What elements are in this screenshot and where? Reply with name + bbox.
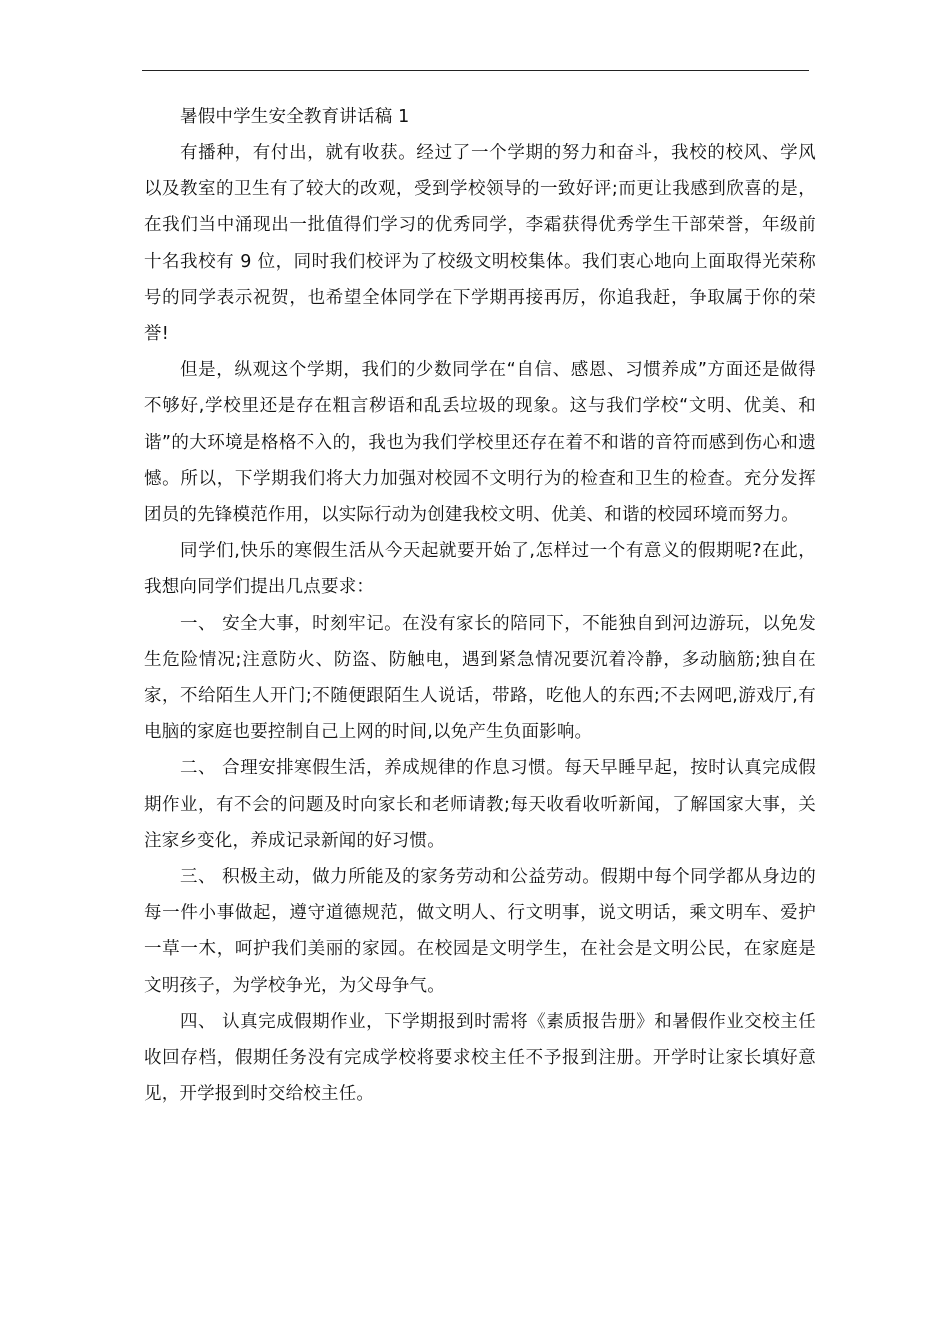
document-body: [144, 100, 816, 1112]
document-title: 暑假中学生安全教育讲话稿 1: [180, 107, 410, 127]
paragraph-item-3: 三、 积极主动，做力所能及的家务劳动和公益劳动。假期中每个同学都从身边的每一件小事做起，遵守道德规范，做文明人、行文明事，说文明话，乘文明车、爱护一草一木，呵护我们美丽的家园。在校园是文明学生，在社会是文明公民，在家庭是文明孩子，为学校争光，为父母争气。: [144, 867, 816, 996]
paragraph-item-2: 二、 合理安排寒假生活，养成规律的作息习惯。每天早睡早起，按时认真完成假期作业，有不会的问题及时向家长和老师请教;每天收看收听新闻，了解国家大事，关注家乡变化，养成记录新闻的好习惯。: [144, 758, 816, 851]
header-rule: [142, 70, 809, 71]
paragraph-item-4: 四、 认真完成假期作业，下学期报到时需将《素质报告册》和暑假作业交校主任收回存档，假期任务没有完成学校将要求校主任不予报到注册。开学时让家长填好意见，开学报到时交给校主任。: [144, 1011, 816, 1105]
paragraph-2: 但是，纵观这个学期，我们的少数同学在“自信、感恩、习惯养成”方面还是做得不够好,学校里还是存在粗言秽语和乱丢垃圾的现象。这与我们学校“文明、优美、和谐”的大环境是格格不入的，我也为我们学校里还存在着不和谐的音符而感到伤心和遗憾。所以，下学期我们将大力加强对校园不文明行为的检查和卫生的检查。充分发挥团员的先锋模范作用，以实际行动为创建我校文明、优美、和谐的校园环境而努力。: [144, 360, 816, 526]
paragraph-1: 有播种，有付出，就有收获。经过了一个学期的努力和奋斗，我校的校风、学风以及教室的卫生有了较大的改观，受到学校领导的一致好评;而更让我感到欣喜的是，在我们当中涌现出一批值得们学习的优秀同学，李霜获得优秀学生干部荣誉，年级前十名我校有 9 位，同时我们校评为了校级文明校集体。我们衷心地向上面取得光荣称号的同学表示祝贺，也希望全体同学在下学期再接再厉，你追我赶，争取属于你的荣誉!: [144, 143, 816, 345]
paragraph-item-1: 一、 安全大事，时刻牢记。在没有家长的陪同下，不能独自到河边游玩，以免发生危险情况;注意防火、防盗、防触电，遇到紧急情况要沉着冷静，多动脑筋;独自在家，不给陌生人开门;不随便跟陌生人说话，带路，吃他人的东西;不去网吧,游戏厅,有电脑的家庭也要控制自己上网的时间,以免产生负面影响。: [144, 613, 816, 743]
paragraph-3: 同学们,快乐的寒假生活从今天起就要开始了,怎样过一个有意义的假期呢?在此，我想向同学们提出几点要求：: [144, 541, 816, 598]
